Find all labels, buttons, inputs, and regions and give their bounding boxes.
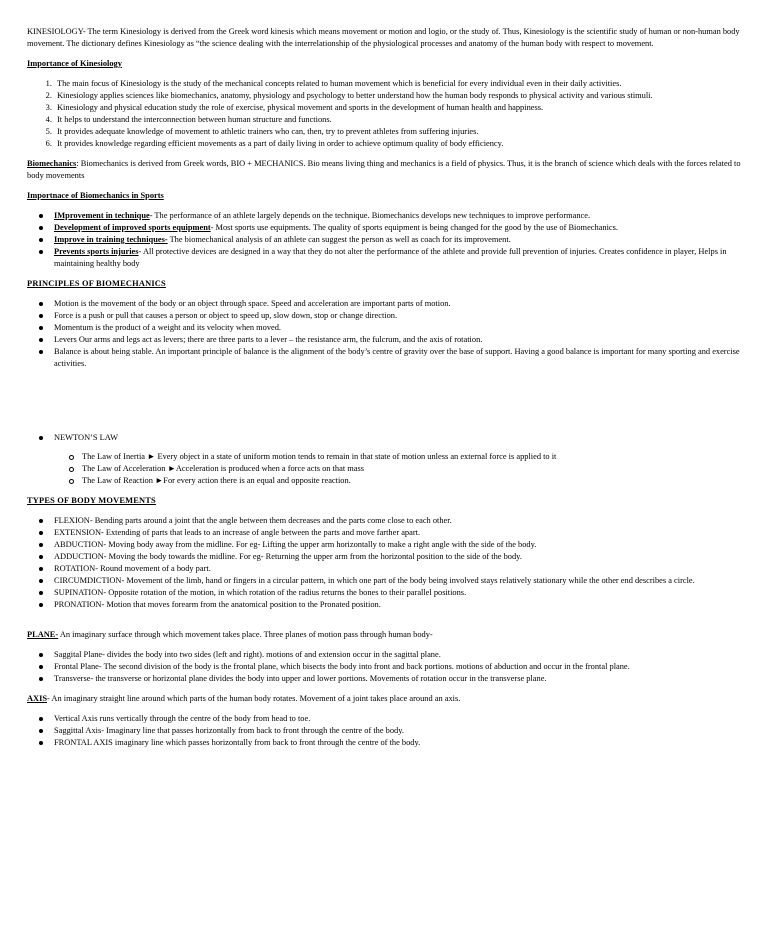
plane-paragraph: [27, 629, 742, 641]
item-label: Development of improved sports equipment: [54, 223, 211, 232]
plane-term: PLANE-: [27, 630, 59, 639]
list-item: 5. It provides adequate knowledge of movement to athletic trainers who can, then, try to prevent athletes from suffering injuries.: [54, 126, 742, 138]
plane-text: An imaginary surface through which movement takes place. Three planes of motion pass through human body-: [58, 630, 433, 639]
kinesiology-paragraph: [27, 26, 742, 50]
list-item: The Law of Reaction ►For every action there is an equal and opposite reaction.: [82, 475, 742, 487]
item-label: Improve in training techniques-: [54, 235, 168, 244]
list-item: 2. Kinesiology applies sciences like biomechanics, anatomy, physiology and psychology to better understand how the human body responds to physical activity and various stimuli.: [54, 90, 742, 102]
axis-term: AXIS: [27, 694, 48, 703]
list-item: Balance is about being stable. An important principle of balance is the alignment of the body’s centre of gravity over the base of support. Having a good balance is important for many sporting and exercise activities.: [54, 346, 742, 370]
list-item: [54, 210, 742, 222]
list-item: Transverse- the transverse or horizontal plane divides the body into upper and lower portions. Movements of rotation occur in the transverse plane.: [54, 673, 742, 685]
list-item: Vertical Axis runs vertically through the centre of the body from head to toe.: [54, 713, 742, 725]
list-item: FRONTAL AXIS imaginary line which passes horizontally from back to front through the centre of the body.: [54, 737, 742, 749]
importance-biomechanics-heading: Importnace of Biomechanics in Sports: [27, 191, 164, 200]
list-item: ABDUCTION- Moving body away from the midline. For eg- Lifting the upper arm horizontally to make a right angle with the side of the body.: [54, 539, 742, 551]
blank-space: [27, 619, 742, 629]
list-item: The Law of Inertia ► Every object in a state of uniform motion tends to remain in that state of motion unless an external force is applied to it: [82, 451, 742, 463]
list-item: ADDUCTION- Moving the body towards the midline. For eg- Returning the upper arm from the horizontal position to the side of the body.: [54, 551, 742, 563]
list-item: PRONATION- Motion that moves forearm from the anatomical position to the Pronated position.: [54, 599, 742, 611]
item-text: - The performance of an athlete largely depends on the technique. Biomechanics develops new techniques to improve performance.: [149, 211, 591, 220]
importance-kinesiology-list: [27, 78, 742, 150]
newton-list: [27, 432, 742, 487]
list-item: [54, 234, 742, 246]
axis-paragraph: [27, 693, 742, 705]
item-label: Prevents sports injuries: [54, 247, 139, 256]
item-text: - All protective devices are designed in a way that they do not alter the performance of the athlete and provide full prevention of injuries. Creates confidence in player, Helps in maintaining healthy body: [54, 247, 727, 268]
kinesiology-text: - The term Kinesiology is derived from the Greek word kinesis which means movement or motion and logio, or the study of. Thus, Kinesiology is the scientific study of human or non-human body movement. The dictionary defines Kinesiology as “the science dealing with the interrelationship of the physiological processes and anatomy of the human body with respect to movement.: [27, 27, 740, 48]
list-item: Frontal Plane- The second division of the body is the frontal plane, which bisects the body into front and back portions. motions of abduction and occur in the frontal plane.: [54, 661, 742, 673]
biomechanics-term: Biomechanics: [27, 159, 77, 168]
list-item: [54, 222, 742, 234]
list-item: [54, 246, 742, 270]
list-item: FLEXION- Bending parts around a joint that the angle between them decreases and the parts come close to each other.: [54, 515, 742, 527]
importance-kinesiology-heading: Importance of Kinesiology: [27, 59, 122, 68]
kinesiology-term: KINESIOLOGY: [27, 27, 83, 36]
plane-list: [27, 649, 742, 685]
list-item: SUPINATION- Opposite rotation of the motion, in which rotation of the radius returns the bones to their parallel positions.: [54, 587, 742, 599]
list-item: Force is a push or pull that causes a person or object to speed up, slow down, stop or change direction.: [54, 310, 742, 322]
principles-list: [27, 298, 742, 370]
list-item: ROTATION- Round movement of a body part.: [54, 563, 742, 575]
types-list: [27, 515, 742, 611]
newton-laws-list: [27, 451, 742, 487]
item-text: The biomechanical analysis of an athlete can suggest the person as well as coach for its improvement.: [167, 235, 511, 244]
importance-biomechanics-list: [27, 210, 742, 270]
list-item: Saggittal Axis- Imaginary line that passes horizontally from back to front through the centre of the body.: [54, 725, 742, 737]
list-item: 6. It provides knowledge regarding efficient movements as a part of daily living in order to achieve optimum quality of body efficiency.: [54, 138, 742, 150]
list-item: Levers Our arms and legs act as levers; there are three parts to a lever – the resistance arm, the fulcrum, and the axis of rotation.: [54, 334, 742, 346]
list-item: 1. The main focus of Kinesiology is the study of the mechanical concepts related to human movement which is beneficial for every individual even in their daily activities.: [54, 78, 742, 90]
item-text: - Most sports use equipments. The quality of sports equipment is being changed for the good by the use of Biomechanics.: [210, 223, 618, 232]
list-item: CIRCUMDICTION- Movement of the limb, hand or fingers in a circular pattern, in which one part of the body being involved stays relatively stationary while the other end describes a circle.: [54, 575, 742, 587]
list-item: 4. It helps to understand the interconnection between human structure and functions.: [54, 114, 742, 126]
axis-list: [27, 713, 742, 749]
list-item: Saggital Plane- divides the body into two sides (left and right). motions of and extension occur in the sagittal plane.: [54, 649, 742, 661]
item-label: IMprovement in technique: [54, 211, 150, 220]
blank-space: [27, 378, 742, 432]
list-item: Motion is the movement of the body or an object through space. Speed and acceleration are important parts of motion.: [54, 298, 742, 310]
list-item: [54, 432, 742, 487]
list-item: The Law of Acceleration ►Acceleration is produced when a force acts on that mass: [82, 463, 742, 475]
list-item: EXTENSION- Extending of parts that leads to an increase of angle between the parts and move farther apart.: [54, 527, 742, 539]
types-heading: TYPES OF BODY MOVEMENTS: [27, 496, 156, 505]
list-item: Momentum is the product of a weight and its velocity when moved.: [54, 322, 742, 334]
principles-heading: PRINCIPLES OF BIOMECHANICS: [27, 279, 166, 288]
list-item: 3. Kinesiology and physical education study the role of exercise, physical movement and sports in the development of human health and happiness.: [54, 102, 742, 114]
biomechanics-text: : Biomechanics is derived from Greek words, BIO + MECHANICS. Bio means living thing and mechanics is a field of physics. Thus, it is the branch of science which deals with the forces related to body movements: [27, 159, 741, 180]
biomechanics-paragraph: [27, 158, 742, 182]
axis-text: - An imaginary straight line around which parts of the human body rotates. Movement of a joint takes place around an axis.: [47, 694, 461, 703]
newton-title: NEWTON’S LAW: [54, 433, 119, 442]
